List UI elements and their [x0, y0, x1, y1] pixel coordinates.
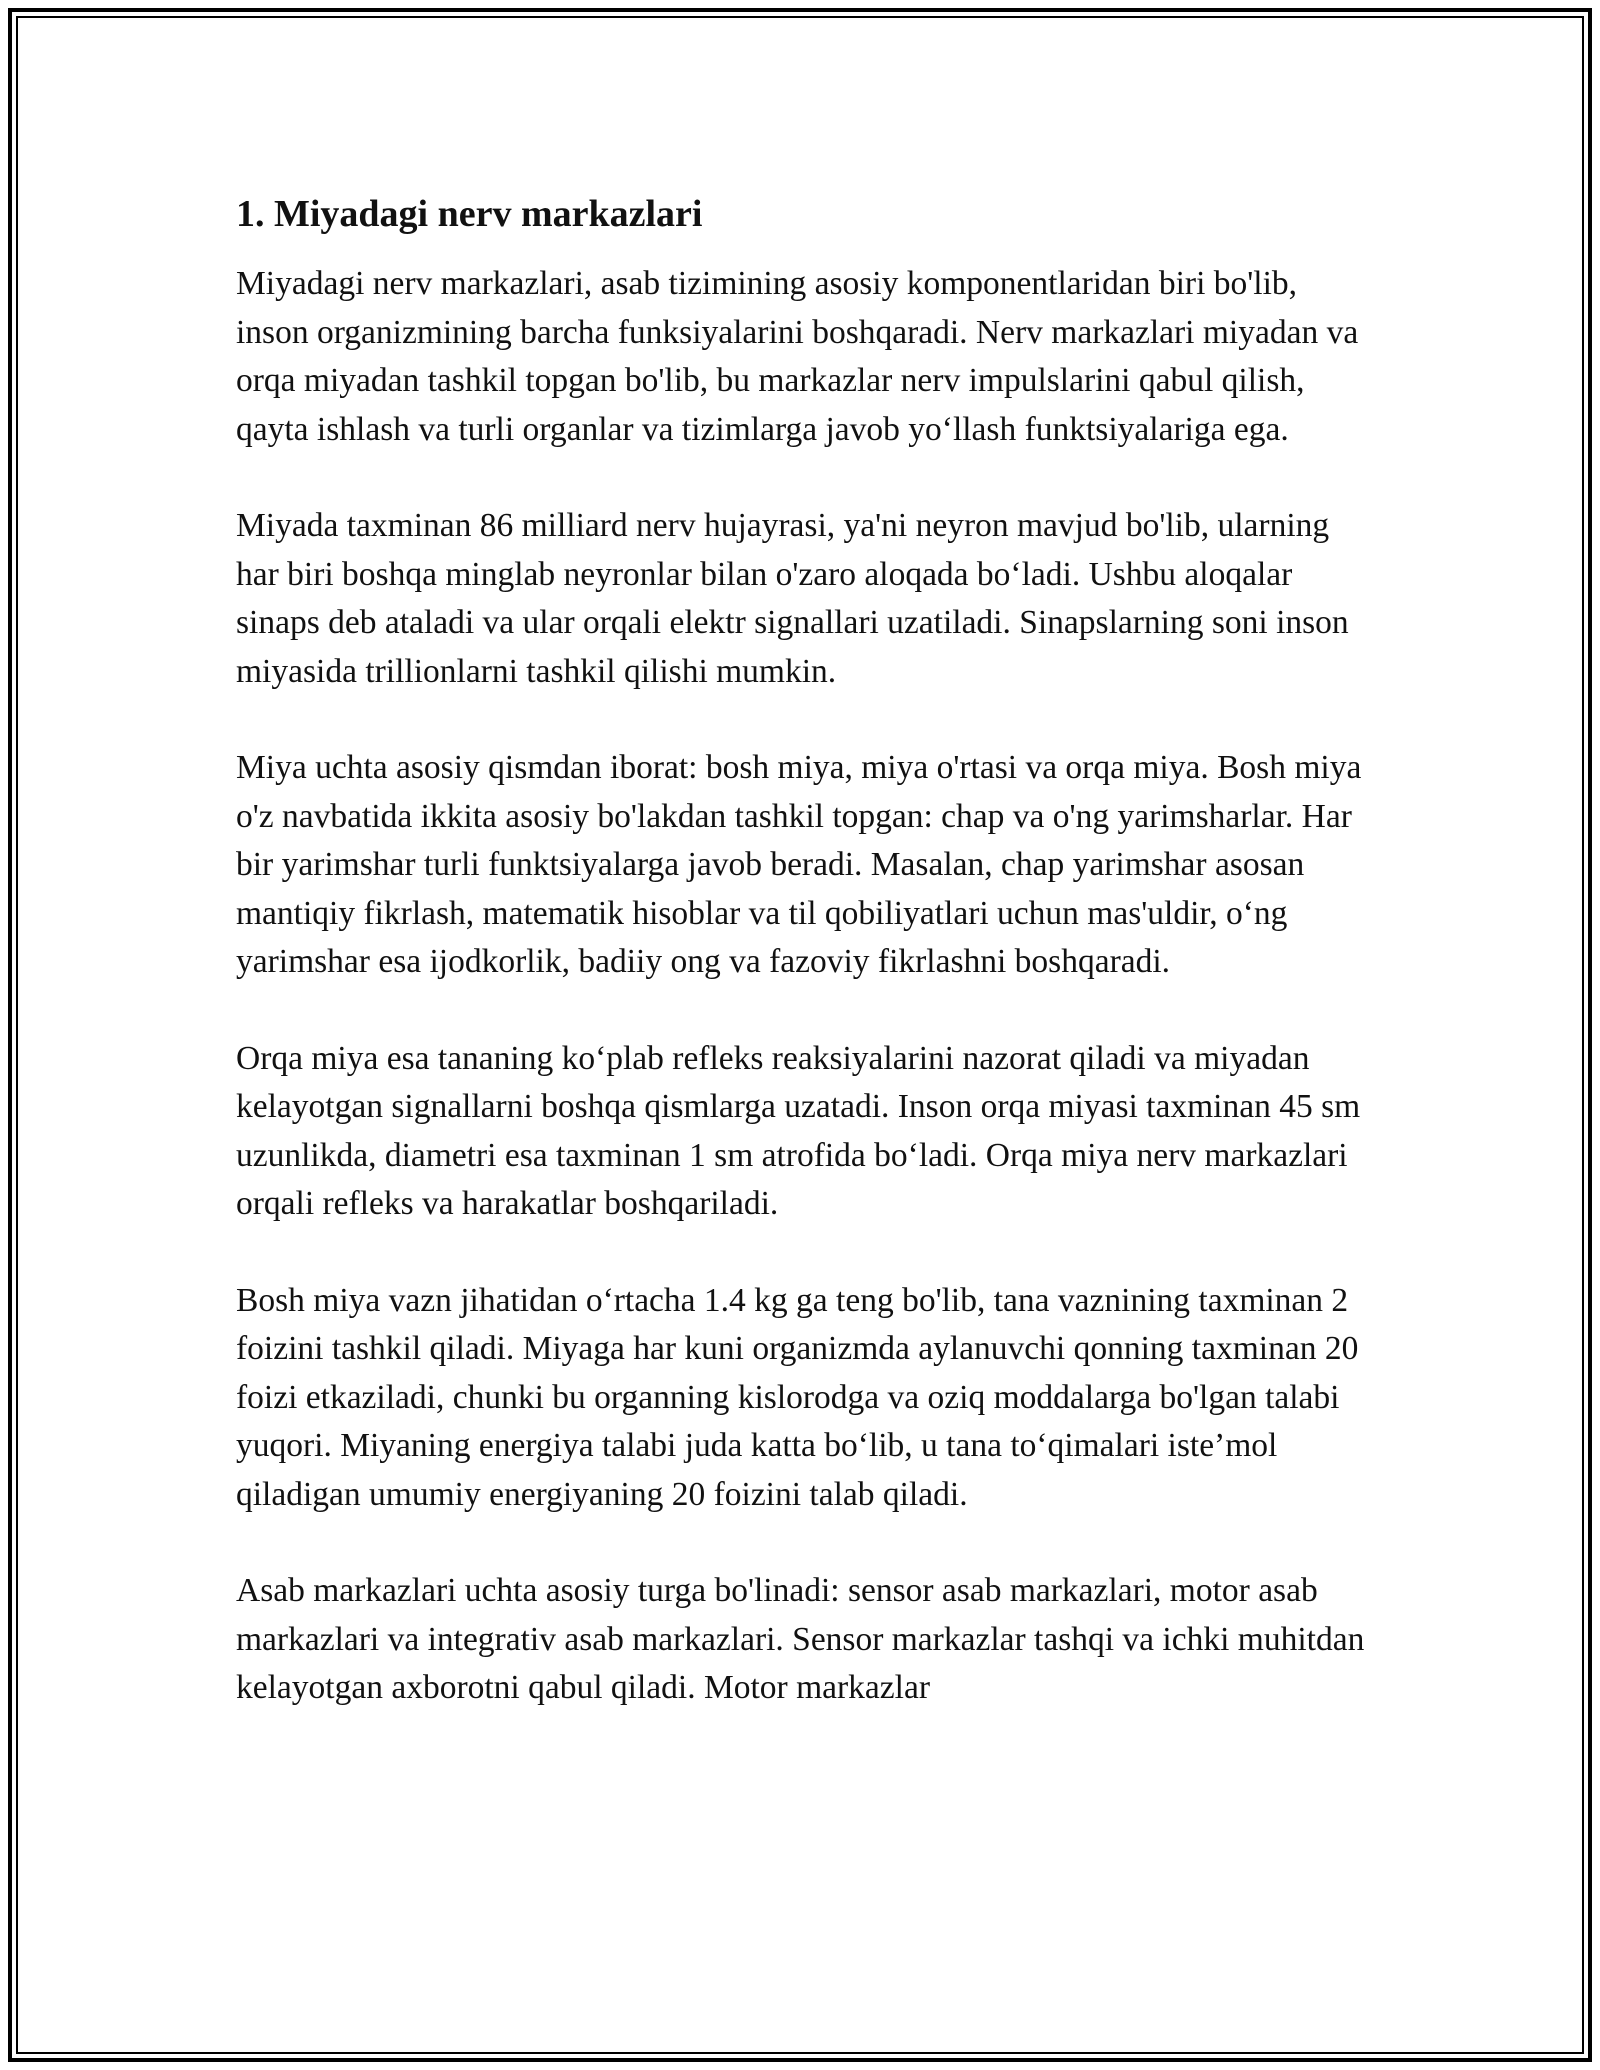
paragraph-6: Asab markazlari uchta asosiy turga bo'linadi: sensor asab markazlari, motor asab markazlari va integrativ asab markazlari. Sensor markazlar tashqi va ichki muhitdan kelayotgan axborotni qabul qiladi. Motor markazlar: [236, 1572, 1365, 1706]
paragraph-3: Miya uchta asosiy qismdan iborat: bosh miya, miya o'rtasi va orqa miya. Bosh miya o'z navbatida ikkita asosiy bo'lakdan tashkil topgan: chap va o'ng yarimsharlar. Har bir yarimshar turli funktsiyalarga javob beradi. Masalan, chap yarimshar asosan mantiqiy fikrlash, matematik hisoblar va til qobiliyatlari uchun mas'uldir, o‘ng yarimshar esa ijodkorlik, badiiy ong va fazoviy fikrlashni boshqaradi.: [236, 749, 1362, 980]
section-heading: 1. Miyadagi nerv markazlari: [236, 193, 703, 235]
document-body: [236, 188, 1376, 1761]
paragraph-4: Orqa miya esa tananing ko‘plab refleks reaksiyalarini nazorat qiladi va miyadan kelayotgan signallarni boshqa qismlarga uzatadi. Inson orqa miyasi taxminan 45 sm uzunlikda, diametri esa taxminan 1 sm atrofida bo‘ladi. Orqa miya nerv markazlari orqali refleks va harakatlar boshqariladi.: [236, 1039, 1361, 1222]
paragraph-5: Bosh miya vazn jihatidan o‘rtacha 1.4 kg ga teng bo'lib, tana vaznining taxminan 2 foizini tashkil qiladi. Miyaga har kuni organizmda aylanuvchi qonning taxminan 20 foizi etkaziladi, chunki bu organning kislorodga va oziq moddalarga bo'lgan talabi yuqori. Miyaning energiya talabi juda katta bo‘lib, u tana to‘qimalari iste’mol qiladigan umumiy energiyaning 20 foizini talab qiladi.: [236, 1281, 1359, 1513]
paragraph-1: Miyadagi nerv markazlari, asab tizimining asosiy komponentlaridan biri bo'lib, inson organizmining barcha funksiyalarini boshqaradi. Nerv markazlari miyadan va orqa miyadan tashkil topgan bo'lib, bu markazlar nerv impulslarini qabul qilish, qayta ishlash va turli organlar va tizimlarga javob yo‘llash funktsiyalariga ega.: [236, 265, 1359, 448]
paragraph-2: Miyada taxminan 86 milliard nerv hujayrasi, ya'ni neyron mavjud bo'lib, ularning har biri boshqa minglab neyronlar bilan o'zaro aloqada bo‘ladi. Ushbu aloqalar sinaps deb ataladi va ular orqali elektr signallari uzatiladi. Sinapslarning soni inson miyasida trillionlarni tashkil qilishi mumkin.: [236, 507, 1349, 690]
